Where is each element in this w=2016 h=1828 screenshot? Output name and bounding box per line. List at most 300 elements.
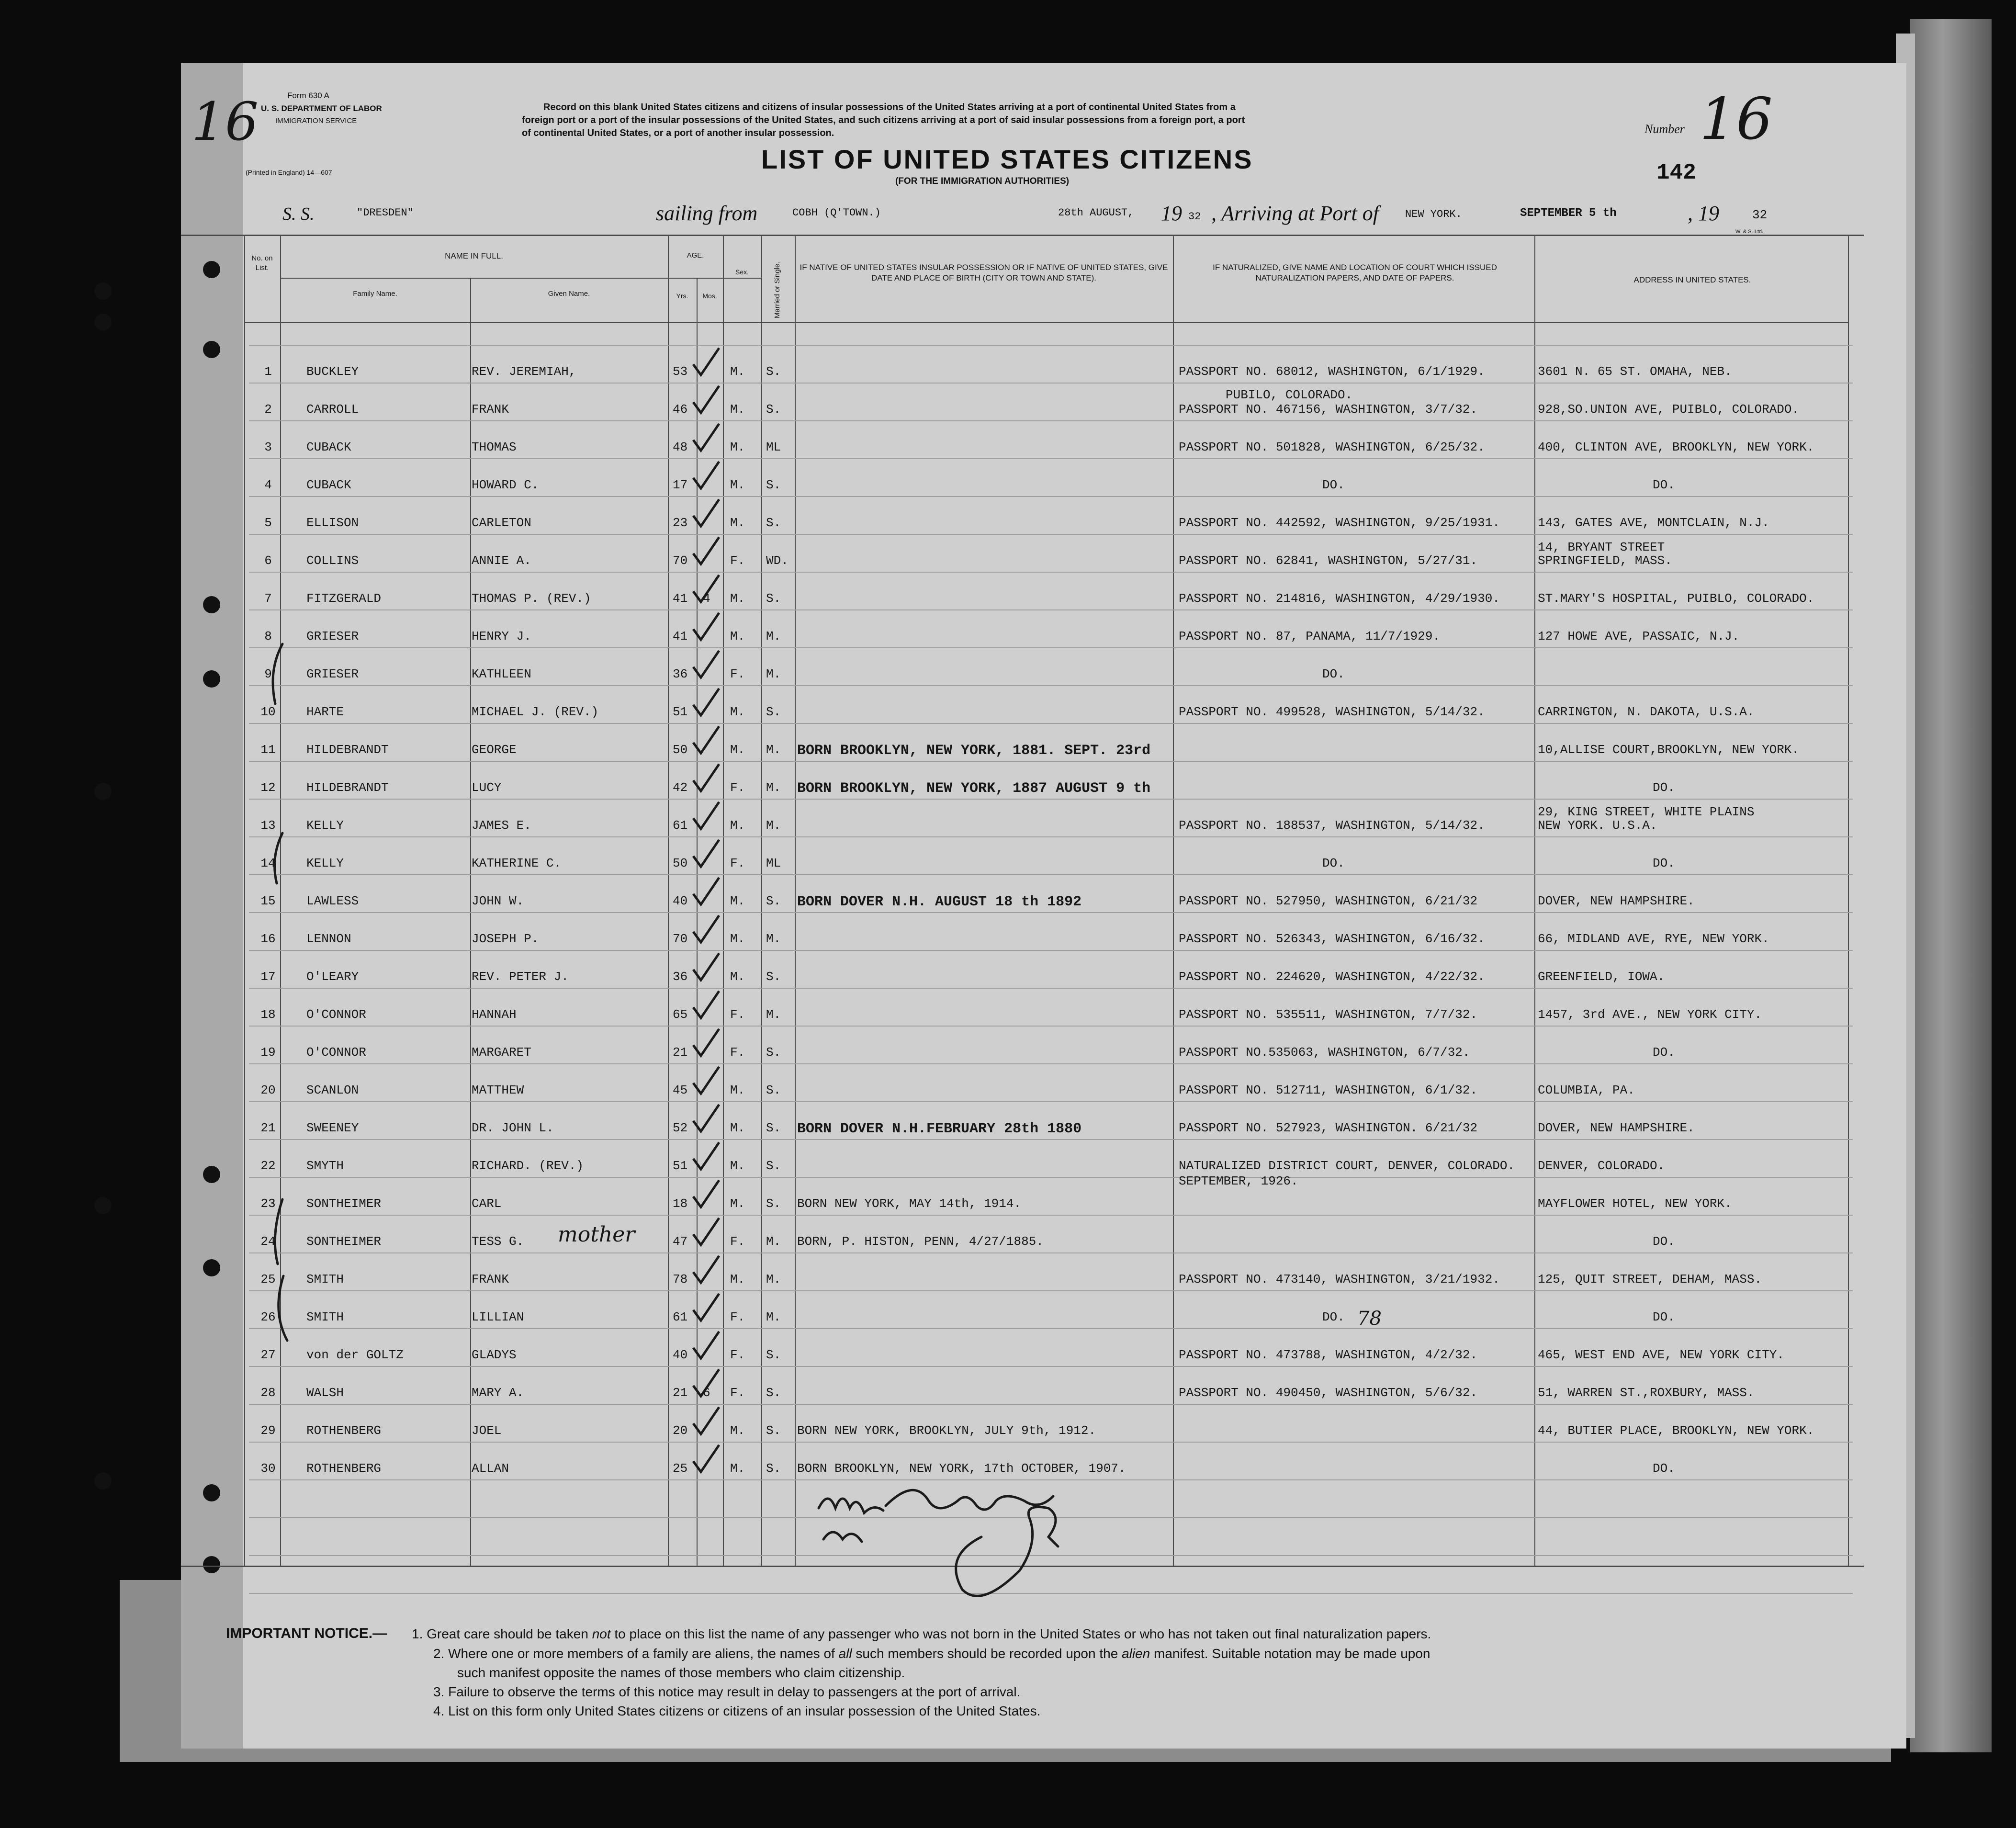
naturalization-info: PASSPORT NO. 527950, WASHINGTON, 6/21/32	[1179, 894, 1478, 908]
sailing-year-prefix: 19	[1161, 202, 1182, 225]
row-number: 29	[260, 1423, 276, 1438]
row-number: 22	[260, 1159, 276, 1173]
naturalization-info-line: PUBILO, COLORADO.	[1226, 388, 1353, 402]
row-number: 3	[264, 440, 272, 454]
row-number: 21	[260, 1121, 276, 1135]
row-number: 19	[260, 1045, 276, 1060]
given-name: CARLETON	[472, 516, 531, 530]
native-birth-info: BORN DOVER N.H.FEBRUARY 28th 1880	[797, 1121, 1082, 1137]
naturalization-info: DO.	[1322, 667, 1345, 681]
address: DOVER, NEW HAMPSHIRE.	[1538, 894, 1695, 908]
notice-item-2-cont: such manifest opposite the names of those members who claim citizenship.	[457, 1665, 905, 1680]
notice-heading	[226, 1625, 387, 1642]
marital-status: M.	[766, 743, 781, 757]
family-name: O'CONNOR	[306, 1045, 366, 1060]
age-years: 51	[673, 1159, 688, 1173]
naturalization-info: PASSPORT NO. 499528, WASHINGTON, 5/14/32.	[1179, 705, 1485, 719]
native-birth-info: BORN BROOKLYN, NEW YORK, 17th OCTOBER, 1907.	[797, 1461, 1126, 1476]
address-line: 29, KING STREET, WHITE PLAINS	[1538, 805, 1755, 819]
marital-status: WD.	[766, 553, 788, 568]
family-name: FITZGERALD	[306, 591, 382, 606]
row-number: 16	[260, 932, 276, 946]
marital-status: S.	[766, 516, 781, 530]
sex: M.	[730, 1083, 745, 1097]
native-birth-info: BORN BROOKLYN, NEW YORK, 1881. SEPT. 23rd	[797, 743, 1151, 759]
sex: M.	[730, 1423, 745, 1438]
notice-item-4: 4. List on this form only United States citizens or citizens of an insular possession of the United States.	[433, 1704, 1041, 1718]
sex: M.	[730, 818, 745, 833]
row-number: 9	[264, 667, 272, 681]
naturalization-info: PASSPORT NO. 526343, WASHINGTON, 6/16/32.	[1179, 932, 1485, 946]
age-years: 51	[673, 705, 688, 719]
naturalization-info: NATURALIZED DISTRICT COURT, DENVER, COLORADO.	[1179, 1159, 1515, 1173]
marital-status: S.	[766, 402, 781, 417]
address: SPRINGFIELD, MASS.	[1538, 553, 1672, 568]
naturalization-info: PASSPORT NO. 473140, WASHINGTON, 3/21/1932.	[1179, 1272, 1500, 1286]
family-name: ROTHENBERG	[306, 1461, 382, 1476]
header-name-in-full: NAME IN FULL.	[445, 251, 503, 260]
sex: M.	[730, 932, 745, 946]
address: 51, WARREN ST.,ROXBURY, MASS.	[1538, 1386, 1755, 1400]
marital-status: ML	[766, 440, 781, 454]
native-birth-info: BORN BROOKLYN, NEW YORK, 1887 AUGUST 9 th	[797, 780, 1151, 797]
sex: M.	[730, 629, 745, 643]
sex: F.	[730, 780, 745, 795]
notice-text: such members should be recorded upon the	[852, 1646, 1122, 1661]
header-naturalization: IF NATURALIZED, GIVE NAME AND LOCATION OF COURT WHICH ISSUED NATURALIZATION PAPERS, AND DATE OF PAPERS.	[1213, 263, 1497, 282]
sex: M.	[730, 970, 745, 984]
marital-status: M.	[766, 1310, 781, 1324]
age-months: 6	[703, 1386, 710, 1400]
naturalization-info: PASSPORT NO. 214816, WASHINGTON, 4/29/1930.	[1179, 591, 1500, 606]
notice-item-2	[433, 1646, 1430, 1661]
arrival-port: NEW YORK.	[1405, 208, 1462, 220]
family-name: CARROLL	[306, 402, 359, 417]
notice-item-3: 3. Failure to observe the terms of this notice may result in delay to passengers at the port of arrival.	[433, 1684, 1021, 1699]
notice-heading-text: IMPORTANT NOTICE.—	[226, 1625, 387, 1641]
naturalization-info: PASSPORT NO. 62841, WASHINGTON, 5/27/31.	[1179, 553, 1478, 568]
sex: M.	[730, 1196, 745, 1211]
family-name: COLLINS	[306, 553, 359, 568]
family-name: HARTE	[306, 705, 344, 719]
notice-item-1	[412, 1626, 1431, 1642]
given-name: FRANK	[472, 1272, 509, 1286]
age-years: 50	[673, 856, 688, 870]
marital-status: S.	[766, 1386, 781, 1400]
age-years: 61	[673, 1310, 688, 1324]
native-birth-info: BORN NEW YORK, BROOKLYN, JULY 9th, 1912.	[797, 1423, 1096, 1438]
signature-stroke	[819, 1499, 883, 1513]
given-name: THOMAS P. (REV.)	[472, 591, 591, 606]
marital-status: S.	[766, 1045, 781, 1060]
header-married-single: Married or Single.	[773, 261, 781, 318]
given-name: ANNIE A.	[472, 553, 531, 568]
marital-status: S.	[766, 1423, 781, 1438]
given-name: KATHLEEN	[472, 667, 531, 681]
address: MAYFLOWER HOTEL, NEW YORK.	[1538, 1196, 1732, 1211]
page-title: LIST OF UNITED STATES CITIZENS	[761, 144, 1253, 174]
arriving-label: , Arriving at Port of	[1211, 202, 1379, 225]
sailing-from-label: sailing from	[656, 202, 758, 225]
sex: M.	[730, 1159, 745, 1173]
marital-status: M.	[766, 1272, 781, 1286]
given-name: JOHN W.	[472, 894, 524, 908]
age-years: 40	[673, 1348, 688, 1362]
sex: F.	[730, 1310, 745, 1324]
native-birth-info: BORN DOVER N.H. AUGUST 18 th 1892	[797, 894, 1082, 910]
sex: F.	[730, 1045, 745, 1060]
page-stamp: 142	[1656, 160, 1696, 185]
row-number: 2	[264, 402, 272, 417]
age-years: 17	[673, 478, 688, 492]
given-name: ALLAN	[472, 1461, 509, 1476]
notice-text: manifest. Suitable notation may be made upon	[1150, 1646, 1430, 1661]
naturalization-info: PASSPORT NO.535063, WASHINGTON, 6/7/32.	[1179, 1045, 1470, 1060]
given-name: MARY A.	[472, 1386, 524, 1400]
sailing-date: 28th AUGUST,	[1058, 207, 1134, 219]
notice-text: 2. Where one or more members of a family are aliens, the names of	[433, 1646, 839, 1661]
naturalization-info: PASSPORT NO. 467156, WASHINGTON, 3/7/32.	[1179, 402, 1478, 417]
family-name: ELLISON	[306, 516, 359, 530]
arrival-year: 32	[1752, 208, 1768, 222]
sex: M.	[730, 1272, 745, 1286]
record-instruction-3: of continental United States, or a port of another insular possession.	[522, 128, 834, 138]
age-years: 23	[673, 516, 688, 530]
family-name: KELLY	[306, 856, 344, 870]
address: 1457, 3rd AVE., NEW YORK CITY.	[1538, 1007, 1762, 1022]
address: 44, BUTIER PLACE, BROOKLYN, NEW YORK.	[1538, 1423, 1814, 1438]
family-name: BUCKLEY	[306, 364, 359, 379]
notice-emphasis: not	[592, 1626, 611, 1641]
family-name: ROTHENBERG	[306, 1423, 382, 1438]
address: GREENFIELD, IOWA.	[1538, 970, 1665, 984]
sex: M.	[730, 364, 745, 379]
given-name: MARGARET	[472, 1045, 531, 1060]
family-name: GRIESER	[306, 667, 359, 681]
sex: M.	[730, 894, 745, 908]
row-number: 23	[260, 1196, 276, 1211]
address: 465, WEST END AVE, NEW YORK CITY.	[1538, 1348, 1784, 1362]
age-years: 41	[673, 591, 688, 606]
address: DO.	[1653, 856, 1675, 870]
marital-status: S.	[766, 970, 781, 984]
age-years: 53	[673, 364, 688, 379]
address: 125, QUIT STREET, DEHAM, MASS.	[1538, 1272, 1762, 1286]
naturalization-info: PASSPORT NO. 527923, WASHINGTON. 6/21/32	[1179, 1121, 1478, 1135]
form-id: Form 630 A	[287, 91, 329, 100]
family-name: HILDEBRANDT	[306, 780, 389, 795]
row-number: 5	[264, 516, 272, 530]
age-years: 42	[673, 780, 688, 795]
marital-status: M.	[766, 629, 781, 643]
ship-prefix: S. S.	[282, 204, 315, 224]
header-no-on-list: No. on List.	[251, 254, 273, 272]
address: CARRINGTON, N. DAKOTA, U.S.A.	[1538, 705, 1755, 719]
naturalization-info: PASSPORT NO. 87, PANAMA, 11/7/1929.	[1179, 629, 1441, 643]
sex: M.	[730, 743, 745, 757]
naturalization-info: PASSPORT NO. 442592, WASHINGTON, 9/25/1931.	[1179, 516, 1500, 530]
naturalization-info: DO.	[1322, 856, 1345, 870]
age-years: 70	[673, 553, 688, 568]
marital-status: S.	[766, 1083, 781, 1097]
address-line: 14, BRYANT STREET	[1538, 540, 1665, 554]
address: DO.	[1653, 1461, 1675, 1476]
row-number: 14	[260, 856, 276, 870]
row-number: 13	[260, 818, 276, 833]
given-name: JOEL	[472, 1423, 502, 1438]
age-years: 52	[673, 1121, 688, 1135]
given-name: HENRY J.	[472, 629, 531, 643]
bracket-mark	[279, 1276, 287, 1341]
arrival-date: SEPTEMBER 5 th	[1520, 207, 1617, 220]
printer-mark: W. & S. Ltd.	[1735, 229, 1764, 235]
marital-status: S.	[766, 705, 781, 719]
age-years: 47	[673, 1234, 688, 1249]
bracket-mark	[275, 1199, 282, 1264]
age-years: 65	[673, 1007, 688, 1022]
record-instruction-2: foreign port or a port of the insular possessions of the United States, and such citizens arriving at a port of said insular possessions from a foreign port, a port	[522, 115, 1245, 125]
given-name: THOMAS	[472, 440, 517, 454]
row-number: 27	[260, 1348, 276, 1362]
age-years: 78	[673, 1272, 688, 1286]
page-subtitle: (FOR THE IMMIGRATION AUTHORITIES)	[895, 176, 1070, 186]
record-instruction-1: Record on this blank United States citizens and citizens of insular possessions of the United States arriving at a port of continental United States from a	[543, 102, 1236, 113]
age-years: 18	[673, 1196, 688, 1211]
address: 928,SO.UNION AVE, PUIBLO, COLORADO.	[1538, 402, 1800, 417]
given-name: FRANK	[472, 402, 509, 417]
sex: F.	[730, 1386, 745, 1400]
family-name: GRIESER	[306, 629, 359, 643]
address: DO.	[1653, 1310, 1675, 1324]
marital-status: S.	[766, 364, 781, 379]
bracket-mark	[275, 833, 282, 883]
family-name: O'CONNOR	[306, 1007, 366, 1022]
sex: M.	[730, 591, 745, 606]
naturalization-info-line: SEPTEMBER, 1926.	[1179, 1174, 1298, 1188]
age-years: 45	[673, 1083, 688, 1097]
sex: M.	[730, 402, 745, 417]
address: 66, MIDLAND AVE, RYE, NEW YORK.	[1538, 932, 1769, 946]
row-number: 26	[260, 1310, 276, 1324]
sex: F.	[730, 1234, 745, 1249]
given-name: GEORGE	[472, 743, 517, 757]
sex: M.	[730, 1121, 745, 1135]
sex: F.	[730, 1348, 745, 1362]
header-family-name: Family Name.	[353, 290, 397, 298]
sex: M.	[730, 1461, 745, 1476]
ship-name: "DRESDEN"	[357, 207, 414, 219]
bracket-mark	[273, 644, 282, 704]
marital-status: S.	[766, 591, 781, 606]
family-name: von der GOLTZ	[306, 1348, 404, 1362]
given-name: LILLIAN	[472, 1310, 524, 1324]
family-name: SWEENEY	[306, 1121, 359, 1135]
family-name: SMITH	[306, 1272, 344, 1286]
given-name: LUCY	[472, 780, 502, 795]
marital-status: M.	[766, 1007, 781, 1022]
family-name: LAWLESS	[306, 894, 359, 908]
age-years: 40	[673, 894, 688, 908]
address: 10,ALLISE COURT,BROOKLYN, NEW YORK.	[1538, 743, 1800, 757]
native-birth-info: BORN NEW YORK, MAY 14th, 1914.	[797, 1196, 1022, 1211]
arrival-year-prefix: , 19	[1688, 202, 1719, 225]
given-name: DR. JOHN L.	[472, 1121, 554, 1135]
age-years: 50	[673, 743, 688, 757]
address: 127 HOWE AVE, PASSAIC, N.J.	[1538, 629, 1740, 643]
handwritten-note: mother	[558, 1222, 635, 1247]
marital-status: ML	[766, 856, 781, 870]
given-name: REV. JEREMIAH,	[472, 364, 576, 379]
notice-text: 1. Great care should be taken	[412, 1626, 592, 1641]
given-name: GLADYS	[472, 1348, 517, 1362]
age-years: 41	[673, 629, 688, 643]
given-name: MICHAEL J. (REV.)	[472, 705, 599, 719]
marital-status: S.	[766, 1196, 781, 1211]
given-name: JOSEPH P.	[472, 932, 539, 946]
row-number: 4	[264, 478, 272, 492]
age-months: 4	[703, 591, 710, 606]
address: DENVER, COLORADO.	[1538, 1159, 1665, 1173]
sex: M.	[730, 705, 745, 719]
native-birth-info: BORN, P. HISTON, PENN, 4/27/1885.	[797, 1234, 1044, 1249]
address: 3601 N. 65 ST. OMAHA, NEB.	[1538, 364, 1732, 379]
row-number: 30	[260, 1461, 276, 1476]
naturalization-info: DO.	[1322, 478, 1345, 492]
row-number: 11	[260, 743, 276, 757]
row-number: 20	[260, 1083, 276, 1097]
address: DO.	[1653, 1045, 1675, 1060]
header-yrs: Yrs.	[676, 292, 688, 300]
given-name: TESS G.	[472, 1234, 524, 1249]
address: DO.	[1653, 478, 1675, 492]
given-name: HANNAH	[472, 1007, 517, 1022]
row-number: 8	[264, 629, 272, 643]
row-number: 15	[260, 894, 276, 908]
header-native-birth: IF NATIVE OF UNITED STATES INSULAR POSSESSION OR IF NATIVE OF UNITED STATES, GIVE DATE AND PLACE OF BIRTH (CITY OR TOWN AND STATE).	[800, 263, 1168, 282]
naturalization-info: PASSPORT NO. 512711, WASHINGTON, 6/1/32.	[1179, 1083, 1478, 1097]
naturalization-info: PASSPORT NO. 188537, WASHINGTON, 5/14/32.	[1179, 818, 1485, 833]
family-name: SCANLON	[306, 1083, 359, 1097]
family-name: O'LEARY	[306, 970, 359, 984]
sex: M.	[730, 516, 745, 530]
family-name: LENNON	[306, 932, 351, 946]
marital-status: S.	[766, 1159, 781, 1173]
sex: F.	[730, 667, 745, 681]
given-name: KATHERINE C.	[472, 856, 562, 870]
row-number: 10	[260, 705, 276, 719]
sex: M.	[730, 478, 745, 492]
header-given-name: Given Name.	[548, 290, 590, 298]
address: COLUMBIA, PA.	[1538, 1083, 1635, 1097]
naturalization-info: PASSPORT NO. 473788, WASHINGTON, 4/2/32.	[1179, 1348, 1478, 1362]
marital-status: S.	[766, 1461, 781, 1476]
marital-status: M.	[766, 780, 781, 795]
row-number: 18	[260, 1007, 276, 1022]
sailing-year: 32	[1188, 211, 1201, 223]
naturalization-info: PASSPORT NO. 535511, WASHINGTON, 7/7/32.	[1179, 1007, 1478, 1022]
age-years: 25	[673, 1461, 688, 1476]
age-years: 21	[673, 1386, 688, 1400]
service: IMMIGRATION SERVICE	[275, 117, 357, 125]
header-age: AGE.	[687, 251, 704, 260]
naturalization-info: DO.	[1322, 1310, 1345, 1324]
naturalization-info: PASSPORT NO. 68012, WASHINGTON, 6/1/1929.	[1179, 364, 1485, 379]
given-name: REV. PETER J.	[472, 970, 569, 984]
given-name: RICHARD. (REV.)	[472, 1159, 584, 1173]
age-years: 36	[673, 667, 688, 681]
handwritten-list-number-right: 16	[1700, 86, 1773, 153]
age-years: 70	[673, 932, 688, 946]
department: U. S. DEPARTMENT OF LABOR	[261, 104, 382, 113]
given-name: HOWARD C.	[472, 478, 539, 492]
sex: M.	[730, 440, 745, 454]
address: ST.MARY'S HOSPITAL, PUIBLO, COLORADO.	[1538, 591, 1814, 606]
family-name: WALSH	[306, 1386, 344, 1400]
address: 400, CLINTON AVE, BROOKLYN, NEW YORK.	[1538, 440, 1814, 454]
address: DO.	[1653, 780, 1675, 795]
marital-status: S.	[766, 1121, 781, 1135]
family-name: SMITH	[306, 1310, 344, 1324]
notice-emphasis: all	[838, 1646, 852, 1661]
row-number: 28	[260, 1386, 276, 1400]
sex: F.	[730, 553, 745, 568]
family-name: SONTHEIMER	[306, 1234, 382, 1249]
marital-status: M.	[766, 667, 781, 681]
family-name: HILDEBRANDT	[306, 743, 389, 757]
notice-emphasis: alien	[1122, 1646, 1150, 1661]
number-label: Number	[1644, 122, 1685, 136]
age-years: 46	[673, 402, 688, 417]
given-name: CARL	[472, 1196, 502, 1211]
family-name: KELLY	[306, 818, 344, 833]
naturalization-info: PASSPORT NO. 501828, WASHINGTON, 6/25/32.	[1179, 440, 1485, 454]
age-years: 36	[673, 970, 688, 984]
marital-status: S.	[766, 894, 781, 908]
printed-in: (Printed in England) 14—607	[246, 169, 332, 176]
sailing-from: COBH (Q'TOWN.)	[792, 207, 881, 219]
given-name: JAMES E.	[472, 818, 531, 833]
family-name: SONTHEIMER	[306, 1196, 382, 1211]
header-sex: Sex.	[735, 268, 749, 276]
row-number: 6	[264, 553, 272, 568]
row-number: 1	[264, 364, 272, 379]
naturalization-info: PASSPORT NO. 490450, WASHINGTON, 5/6/32.	[1179, 1386, 1478, 1400]
age-years: 61	[673, 818, 688, 833]
naturalization-info: PASSPORT NO. 224620, WASHINGTON, 4/22/32.	[1179, 970, 1485, 984]
row-number: 24	[260, 1234, 276, 1249]
handwritten-list-number-left: 16	[191, 91, 259, 152]
row-number: 17	[260, 970, 276, 984]
sex: F.	[730, 856, 745, 870]
address: DOVER, NEW HAMPSHIRE.	[1538, 1121, 1695, 1135]
age-years: 20	[673, 1423, 688, 1438]
sex: F.	[730, 1007, 745, 1022]
notice-text: to place on this list the name of any passenger who was not born in the United States or who has not taken out final naturalization papers.	[610, 1626, 1431, 1641]
marital-status: M.	[766, 932, 781, 946]
handwritten-note: 78	[1357, 1308, 1382, 1330]
row-number: 25	[260, 1272, 276, 1286]
marital-status: S.	[766, 478, 781, 492]
row-number: 7	[264, 591, 272, 606]
family-name: SMYTH	[306, 1159, 344, 1173]
address: 143, GATES AVE, MONTCLAIN, N.J.	[1538, 516, 1769, 530]
marital-status: S.	[766, 1348, 781, 1362]
marital-status: M.	[766, 818, 781, 833]
row-number: 12	[260, 780, 276, 795]
age-years: 21	[673, 1045, 688, 1060]
address: DO.	[1653, 1234, 1675, 1249]
marital-status: M.	[766, 1234, 781, 1249]
